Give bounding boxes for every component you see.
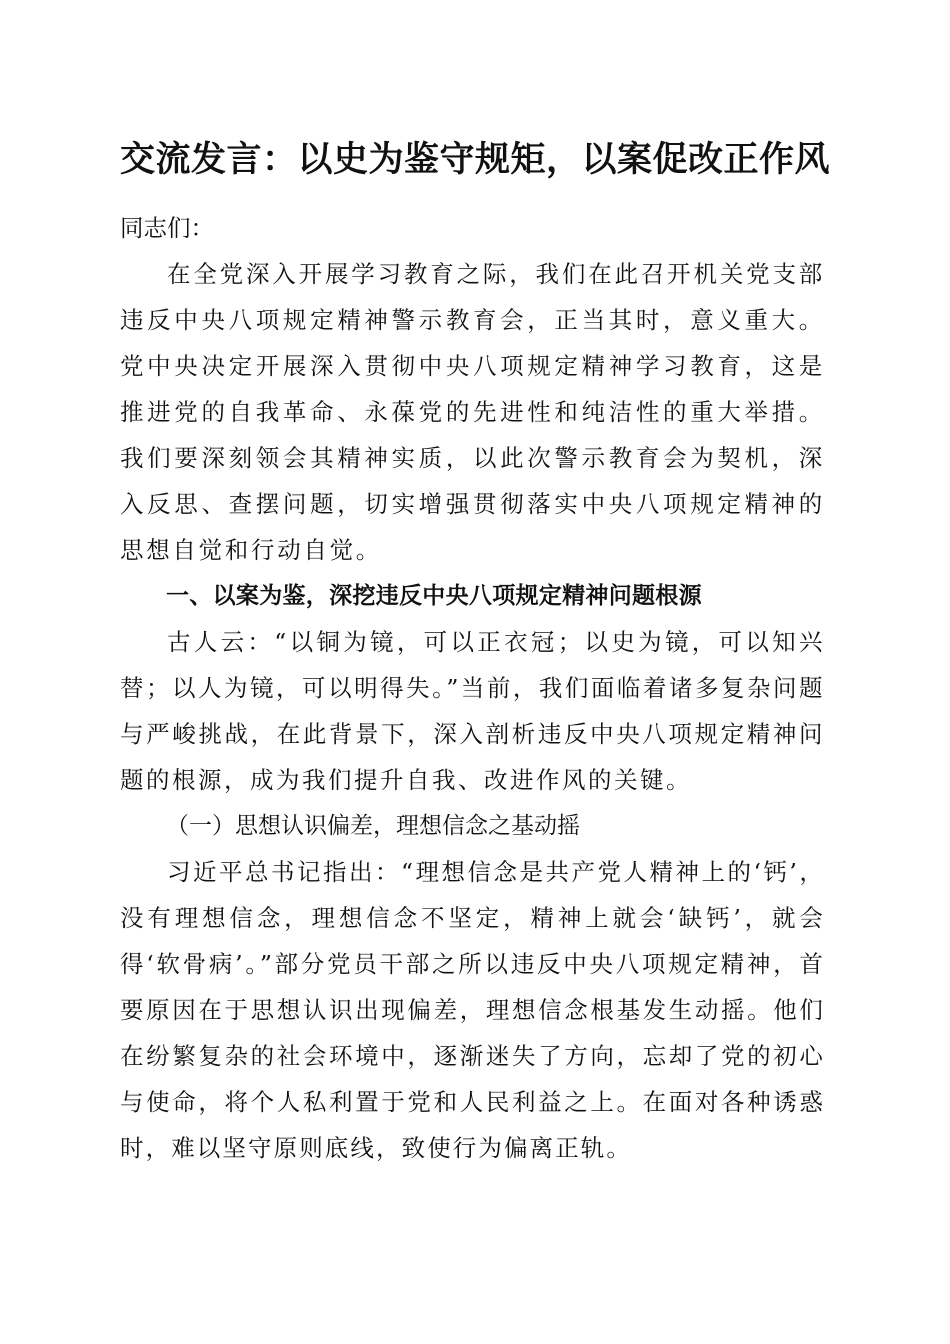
document-title: 交流发言：以史为鉴守规矩，以案促改正作风 xyxy=(120,139,831,180)
intro-paragraph: 在全党深入开展学习教育之际，我们在此召开机关党支部违反中央八项规定精神警示教育会，正当其时，意义重大。党中央决定开展深入贯彻中央八项规定精神学习教育，这是推进党的自我革命、永葆党的先进性和纯洁性的重大举措。我们要深刻领会其精神实质，以此次警示教育会为契机，深入反思、查摆问题，切实增强贯彻落实中央八项规定精神的思想自觉和行动自觉。 xyxy=(120,260,825,564)
subsection-heading-1: （一）思想认识偏差，理想信念之基动摇 xyxy=(166,813,580,839)
section-1-paragraph: 古人云：“以铜为镜，可以正衣冠；以史为镜，可以知兴替；以人为镜，可以明得失。”当前，我们面临着诸多复杂问题与严峻挑战，在此背景下，深入剖析违反中央八项规定精神问题的根源，成为我们提升自我、改进作风的关键。 xyxy=(120,628,825,794)
salutation: 同志们： xyxy=(120,214,214,242)
document-body xyxy=(120,205,825,1171)
section-heading-1: 一、以案为鉴，深挖违反中央八项规定精神问题根源 xyxy=(166,583,702,609)
subsection-1-paragraph: 习近平总书记指出：“理想信念是共产党人精神上的‘钙’，没有理想信念，理想信念不坚定，精神上就会‘缺钙’，就会得‘软骨病’。”部分党员干部之所以违反中央八项规定精神，首要原因在于思想认识出现偏差，理想信念根基发生动摇。他们在纷繁复杂的社会环境中，逐渐迷失了方向，忘却了党的初心与使命，将个人私利置于党和人民利益之上。在面对各种诱惑时，难以坚守原则底线，致使行为偏离正轨。 xyxy=(120,858,825,1162)
